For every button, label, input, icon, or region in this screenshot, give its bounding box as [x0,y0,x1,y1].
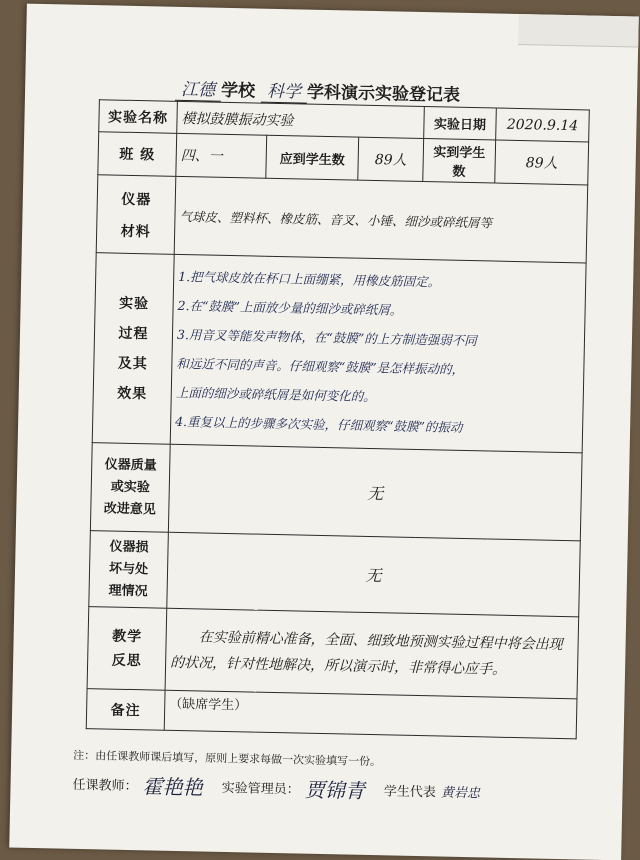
row-reflection [87,607,579,699]
experiment-name-value: 模拟鼓膜振动实验 [177,101,425,138]
school-suffix: 学校 [220,80,256,102]
materials-value: 气球皮、塑料杯、橡皮筋、音叉、小锤、细沙或碎纸屑等 [174,176,588,263]
teacher-signature: 霍艳艳 [142,774,203,800]
remarks-value: （缺席学生） [164,690,577,739]
expected-students-value: 89人 [358,137,424,181]
damage-label [89,531,169,609]
quality-label-line: 或实验 [110,479,150,495]
quality-label [90,443,170,533]
materials-label-line2: 材料 [120,223,151,240]
process-label-line: 过程 [118,325,149,342]
experiment-date-label: 实验日期 [424,107,497,141]
process-step: 上面的细沙或碎纸屑是如何变化的。 [175,384,376,405]
actual-students-label: 实到学生数 [423,139,496,183]
student-rep-label: 学生代表 [383,784,437,801]
experiment-date-value: 2020.9.14 [496,108,590,142]
reflection-label [87,607,167,691]
paper-sheet [9,4,639,860]
quality-value: 无 [168,444,582,541]
manager-signature: 贾锦青 [304,777,366,803]
damage-value: 无 [167,532,581,617]
signature-row [72,769,593,820]
registration-table [86,99,590,739]
quality-label-line: 仪器质量 [104,456,157,474]
process-label-line: 效果 [117,385,148,402]
experiment-name-label: 实验名称 [99,100,178,134]
process-step: 4.重复以上的步骤多次实验，仔细观察“鼓膜”的振动 [175,413,463,435]
row-quality [90,443,582,541]
class-label: 班 级 [98,132,177,177]
row-process [92,253,586,453]
class-value: 四、一 [176,133,267,178]
school-name: 江德 [175,75,222,102]
manager-label: 实验管理员： [221,780,300,798]
actual-students-value: 89人 [495,140,589,185]
remarks-label: 备注 [86,689,165,731]
process-step: 3.用音叉等能发声物体，在“鼓膜”的上方制造强弱不同 [176,326,477,349]
teacher-label: 任课教师： [72,777,138,795]
process-steps [170,254,586,453]
row-materials [96,175,588,263]
subject-name: 科学 [261,77,308,104]
background-paper-corner [518,14,639,48]
process-label [92,253,174,445]
reflection-text: 在实验前精心准备，全面、细致地预测实验过程中将会出现的状况，针对性地解决，所以演示时，非常得心应手。 [165,608,579,699]
materials-label-line1: 仪器 [121,191,152,208]
process-step: 和远近不同的声音。仔细观察“鼓膜”是怎样振动的， [176,355,465,377]
damage-label-line: 理情况 [108,583,148,599]
reflection-label-line: 反思 [111,652,142,669]
form-name: 学科演示实验登记表 [306,82,461,106]
damage-label-line: 仪器损 [109,539,149,555]
process-label-line: 及其 [117,355,149,372]
damage-label-line: 坏与处 [108,561,149,577]
process-label-line: 实验 [118,295,150,312]
student-rep-signature: 黄岩忠 [440,785,481,802]
footer-note: 注：由任课教师课后填写，原则上要求每做一次实验填写一份。 [73,748,382,769]
process-step: 2.在“鼓膜”上面放少量的细沙或碎纸屑。 [177,297,403,318]
process-step: 1.把气球皮放在杯口上面绷紧，用橡皮筋固定。 [178,268,441,290]
quality-label-line: 改进意见 [103,500,156,517]
reflection-label-line: 教学 [112,628,143,645]
row-damage [89,531,580,617]
expected-students-label: 应到学生数 [266,135,359,180]
materials-label [96,175,176,255]
